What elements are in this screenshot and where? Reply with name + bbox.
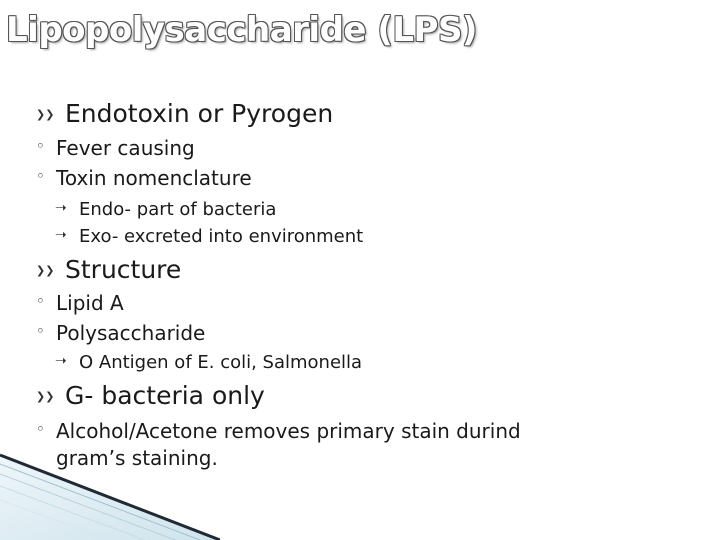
arrow-bullet-icon: ➝ (55, 200, 67, 216)
bullet-marker-icon: ❯❯ (36, 264, 55, 277)
arrow-bullet-icon: ➝ (55, 227, 67, 243)
slide-title: Lipopolysaccharide (LPS) (6, 10, 477, 50)
sub-bullet-text: Toxin nomenclature (56, 166, 252, 190)
bullet-text: Endotoxin or Pyrogen (65, 99, 334, 128)
sub-sub-bullet-text: Exo- excreted into environment (79, 226, 364, 247)
sub-bullet-text: Alcohol/Acetone removes primary stain durind (56, 419, 521, 443)
sub-bullet-text: Polysaccharide (56, 321, 206, 345)
arrow-bullet-icon: ➝ (55, 353, 67, 369)
circle-bullet-icon: ◦ (36, 167, 45, 185)
bullet-text: Structure (65, 255, 182, 284)
sub-bullet-text: Fever causing (56, 136, 195, 160)
bullet-marker-icon: ❯❯ (36, 390, 55, 403)
circle-bullet-icon: ◦ (36, 292, 45, 310)
circle-bullet-icon: ◦ (36, 137, 45, 155)
circle-bullet-icon: ◦ (36, 420, 45, 438)
corner-decoration (0, 450, 220, 540)
circle-bullet-icon: ◦ (36, 322, 45, 340)
bullet-text: G- bacteria only (65, 381, 265, 410)
sub-bullet-continuation-text: gram’s staining. (56, 446, 218, 470)
sub-sub-bullet-text: Endo- part of bacteria (79, 199, 277, 220)
sub-bullet-text: Lipid A (56, 291, 124, 315)
sub-sub-bullet-text: O Antigen of E. coli, Salmonella (79, 352, 363, 373)
bullet-marker-icon: ❯❯ (36, 108, 55, 121)
